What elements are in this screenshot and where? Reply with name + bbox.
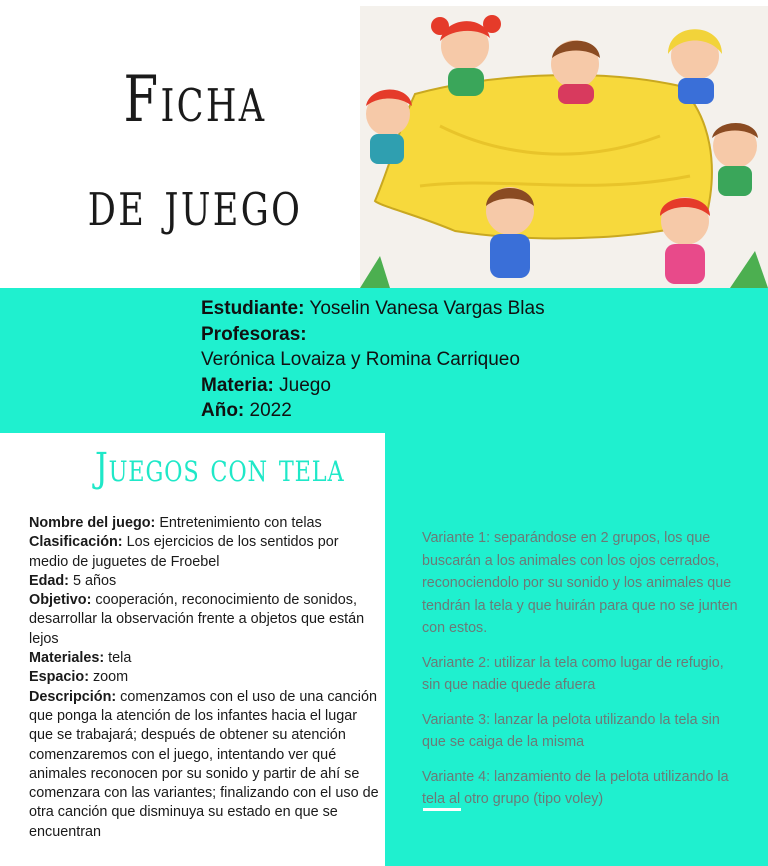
detail-materiales xyxy=(29,649,379,668)
subject-value: Juego xyxy=(273,374,331,396)
variants-list xyxy=(422,527,742,823)
detail-value: zoom xyxy=(88,669,129,686)
detail-descripcion xyxy=(29,688,379,842)
subject-row xyxy=(201,373,545,399)
detail-label: Nombre del juego: xyxy=(29,515,156,531)
detail-value: comenzamos con el uso de una canción que ponga la atención de los infantes hacia el lugar que se trabajará; después de obtener su atención comenzaremos con el juego, intentando ver qué animales reconocen por su sonido y partir de ahí se comenzara con las variantes; finalizando con el uso de otra canción que disminuya su estado en que se encuentran xyxy=(29,688,379,840)
detail-clasificacion xyxy=(29,533,379,572)
variant-item: Variante 3: lanzar la pelota utilizando la tela sin que se caiga de la misma xyxy=(422,711,720,750)
child-figure xyxy=(551,40,600,104)
detail-label: Materiales: xyxy=(29,650,105,667)
children-parachute-illustration xyxy=(360,6,768,288)
detail-value: Entretenimiento con telas xyxy=(155,515,322,531)
detail-edad xyxy=(29,572,379,591)
year-row xyxy=(201,398,545,424)
variant-item: Variante 2: utilizar la tela como lugar de refugio, sin que nadie quede afuera xyxy=(422,654,724,693)
child-figure xyxy=(712,123,758,196)
page-title xyxy=(74,48,316,256)
detail-espacio xyxy=(29,668,379,687)
detail-nombre xyxy=(29,514,379,533)
detail-objetivo xyxy=(29,591,379,649)
student-info xyxy=(201,296,545,424)
title-line-2: de juego xyxy=(87,167,303,241)
detail-value: cooperación, reconocimiento de sonidos, desarrollar la observación frente a objetos que están lejos xyxy=(29,592,365,647)
illustration-svg xyxy=(360,6,768,288)
subject-label: Materia: xyxy=(201,374,274,396)
detail-value: Los ejercicios de los sentidos por medio de juguetes de Froebel xyxy=(29,534,339,570)
variant-item: Variante 4: lanzamiento de la pelota utilizando la tela al otro grupo (tipo voley) xyxy=(422,768,729,807)
teachers-label: Profesoras: xyxy=(201,323,307,345)
teachers-value: Verónica Lovaiza y Romina Carriqueo xyxy=(201,349,520,371)
detail-value: tela xyxy=(104,650,132,667)
decorative-underline xyxy=(423,808,461,811)
title-line-1: Ficha xyxy=(123,63,267,137)
student-label: Estudiante: xyxy=(201,298,305,319)
detail-label: Objetivo: xyxy=(29,592,92,609)
variant-item: Variante 1: separándose en 2 grupos, los que buscarán a los animales con los ojos cerrados, reconociendolo por su sonido y los animales que tendrán la tela y que huirán para que no se junten con estos. xyxy=(422,530,738,636)
detail-label: Espacio: xyxy=(29,669,89,686)
game-details xyxy=(29,514,379,842)
teachers-row xyxy=(201,322,545,348)
detail-label: Edad: xyxy=(29,572,69,589)
year-label: Año: xyxy=(201,400,245,422)
section-title: Juegos con tela xyxy=(95,445,345,491)
detail-value: 5 años xyxy=(68,572,117,589)
student-value: Yoselin Vanesa Vargas Blas xyxy=(304,298,545,319)
year-value: 2022 xyxy=(244,400,292,422)
detail-label: Clasificación: xyxy=(29,534,123,551)
student-row xyxy=(201,296,545,322)
detail-label: Descripción: xyxy=(29,688,117,705)
